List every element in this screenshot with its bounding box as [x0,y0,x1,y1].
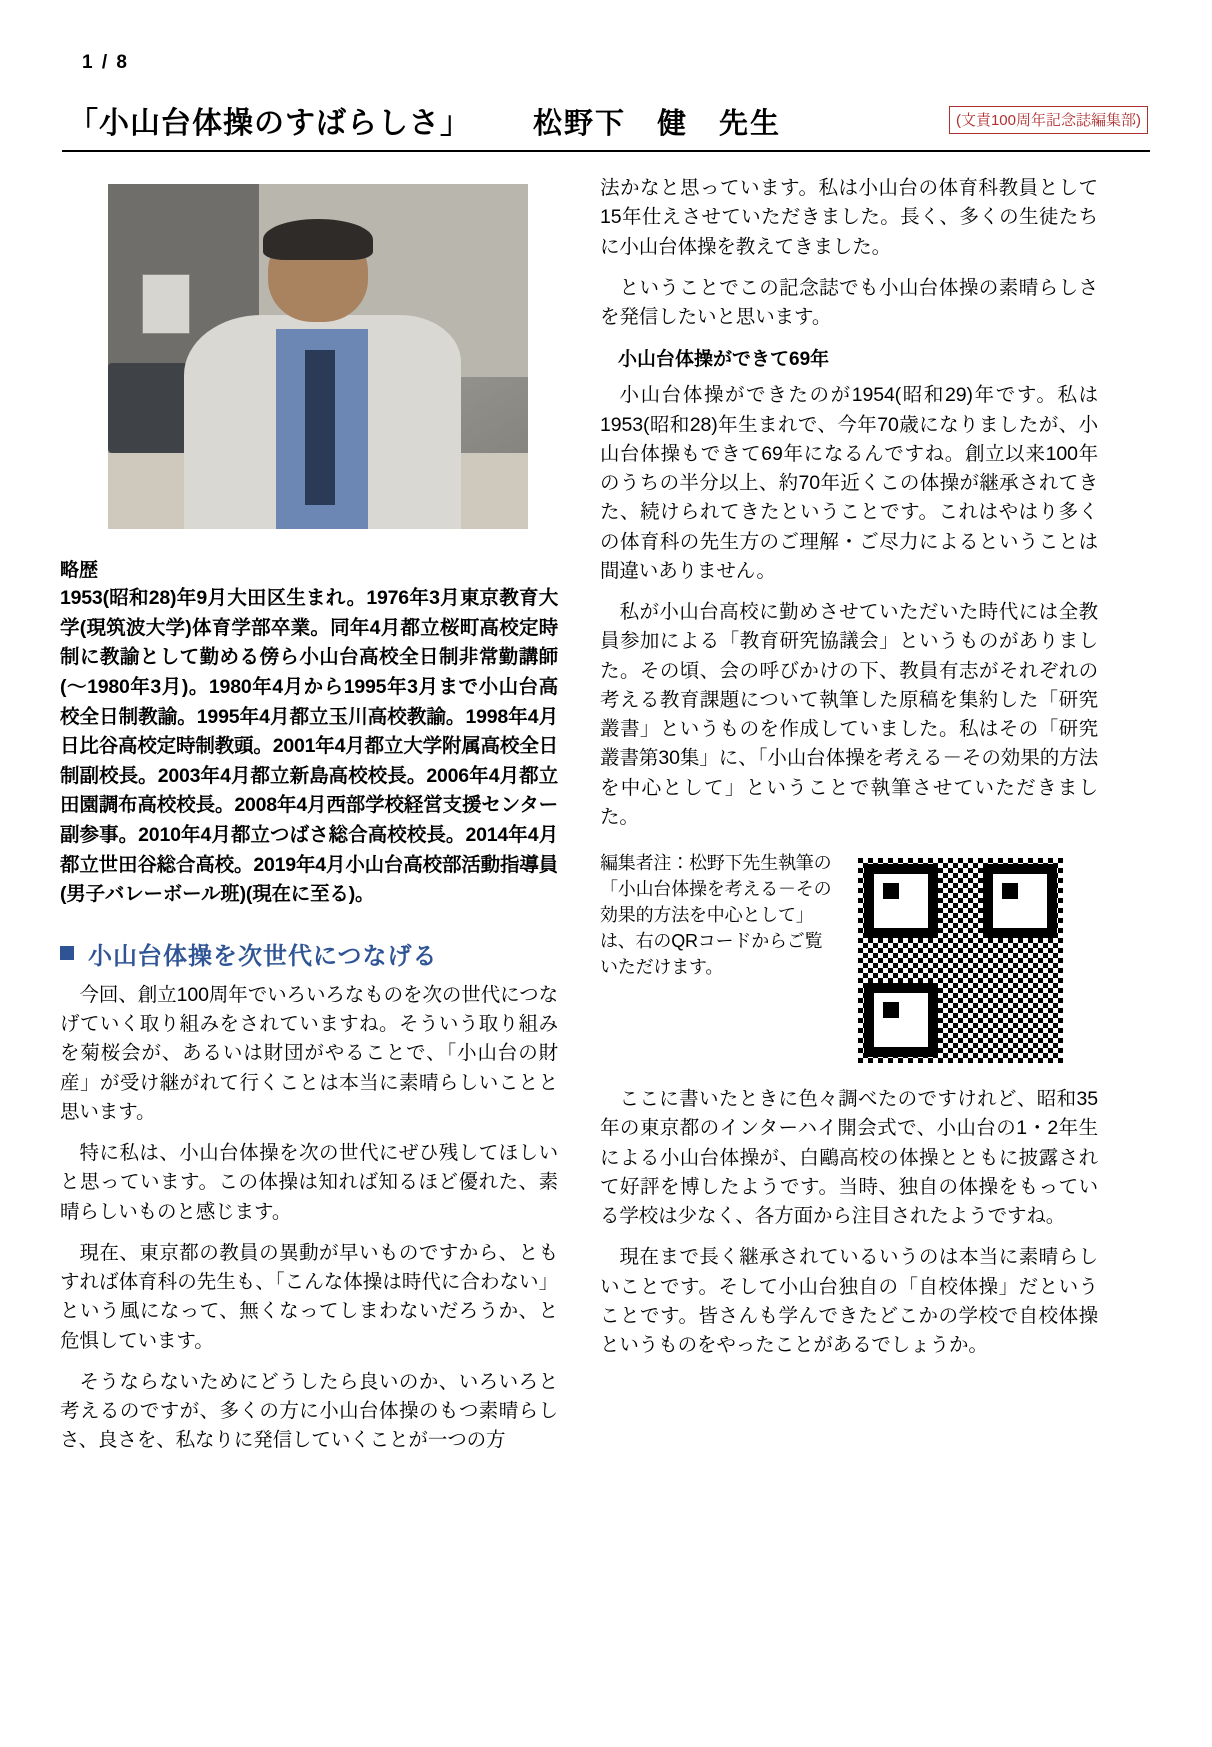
paragraph: 小山台体操ができたのが1954(昭和29)年です。私は1953(昭和28)年生まれで、今年70歳になりましたが、小山台体操もできて69年になるんですね。創立以来100年のうちの半分以上、約70年近くこの体操が継承されてきた、続けられてきたということです。これはやはり多くの体育科の先生方のご理解・ご尽力によるということは間違いありません。 [600,384,1098,582]
title-divider [62,150,1150,152]
section-heading-next-generation [60,936,558,971]
paragraph: 特に私は、小山台体操を次の世代にぜひ残してほしいと思っています。この体操は知れば知るほど優れた、素晴らしいものと感じます。 [60,1142,558,1223]
photo-person-tie [305,350,334,505]
page-number: 1 / 8 [82,52,129,73]
square-bullet-icon [60,946,74,960]
qr-finder-top-left [864,864,938,938]
paragraph: ここに書いたときに色々調べたのですけれど、昭和35年の東京都のインターハイ開会式で、小山台の1・2年生による小山台体操が、白鷗高校の体操とともに披露されて好評を博したようです。当時、独自の体操をもっている学校は少なく、各方面から注目されたようですね。 [600,1088,1098,1227]
editor-note-block [600,850,1098,1071]
qr-finder-bottom-left [864,983,938,1057]
bio-text: 1953(昭和28)年9月大田区生まれ。1976年3月東京教育大学(現筑波大学)体育学部卒業。同年4月都立桜町高校定時制に教諭として勤める傍ら小山台高校全日制非常勤講師(〜1980年3月)。1980年4月から1995年3月まで小山台高校全日制教諭。1995年4月都立玉川高校教諭。1998年4月日比谷高校定時制教頭。2001年4月都立大学附属高校全日制副校長。2003年4月都立新島高校校長。2006年4月都立田園調布高校校長。2008年4月西部学校経営支援センター副参事。2010年4月都立つばさ総合高校校長。2014年4月都立世田谷総合高校。2019年4月小山台高校部活動指導員(男子バレーボール班)(現在に至る)。 [60,587,558,906]
qr-finder-top-right [983,864,1057,938]
two-column-body [60,174,1152,1468]
right-column [600,174,1098,1468]
section-heading-label: 小山台体操を次世代につなげる [88,942,438,970]
photo-wall-panel [142,274,190,335]
sub-heading-69-years: 小山台体操ができて69年 [618,349,830,371]
paragraph: ということでこの記念誌でも小山台体操の素晴らしさを発信したいと思います。 [600,276,1098,328]
left-column [60,174,558,1468]
photo-person-hair [263,219,372,260]
page-title: 「小山台体操のすばらしさ」 [68,107,471,140]
editorial-credit: (文責100周年記念誌編集部) [949,106,1148,134]
portrait-photo [108,184,528,529]
paragraph: そうならないためにどうしたら良いのか、いろいろと考えるのですが、多くの方に小山台体操のもつ素晴らしさ、良さを、私なりに発信していくことが一つの方 [60,1370,558,1452]
paragraph: 私が小山台高校に勤めさせていただいた時代には全教員参加による「教育研究協議会」というものがありました。その頃、会の呼びかけの下、教員有志がそれぞれの考える教育課題について執筆した原稿を集約した「研究叢書」というものを作成していました。私はその「研究叢書第30集」に、「小山台体操を考える－その効果的方法を中心として」ということで執筆させていただきました。 [600,601,1098,828]
paragraph: 今回、創立100周年でいろいろなものを次の世代につなげていく取り組みをされていますね。そういう取り組みを菊桜会が、あるいは財団がやることで、「小山台の財産」が受け継がれて行くことは本当に素晴らしいことと思います。 [60,983,558,1123]
bio-label: 略歴 [60,560,99,581]
article-author: 松野下 健 先生 [533,108,782,140]
qr-code-icon[interactable] [850,850,1071,1071]
paragraph: 現在、東京都の教員の異動が早いものですから、ともすれば体育科の先生も、「こんな体操は時代に合わない」という風になって、無くなってしまわないだろうか、と危惧しています。 [60,1241,558,1352]
paragraph: 法かなと思っています。私は小山台の体育科教員として15年仕えさせていただきました。長く、多くの生徒たちに小山台体操を教えてきました。 [600,177,1098,258]
title-row [60,98,1152,142]
paragraph: 現在まで長く継承されているいうのは本当に素晴らしいことです。そして小山台独自の「自校体操」だということです。皆さんも学んできたどこかの学校で自校体操というものをやったことがあるでしょうか。 [600,1246,1098,1356]
editor-note-text: 編集者注：松野下先生執筆の「小山台体操を考える－その効果的方法を中心として」は、右のQRコードからご覧いただけます。 [600,853,832,978]
